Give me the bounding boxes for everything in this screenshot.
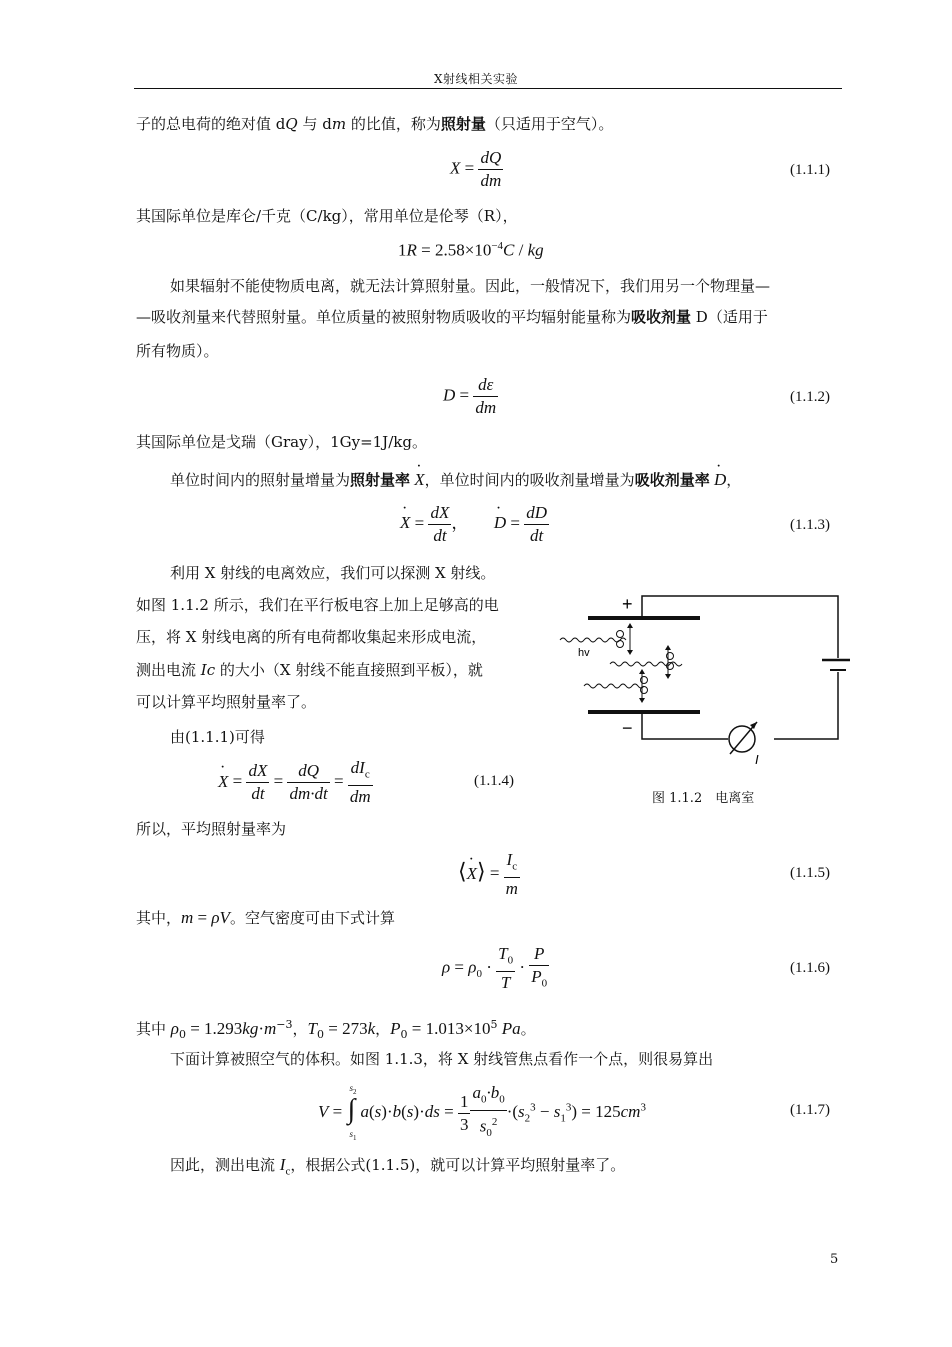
- equation-roentgen: $1R = 2.58\times 10^{-4}C$ / kg: [398, 240, 544, 260]
- equation-number: (1.1.3): [790, 517, 830, 533]
- page-header: X射线相关实验: [433, 72, 519, 86]
- equation-number: (1.1.4): [474, 773, 514, 789]
- paragraph-line: 其国际单位是戈瑞（Gray），1Gy=1J/kg。: [136, 433, 427, 451]
- equation-number: (1.1.7): [790, 1102, 830, 1118]
- paragraph-line: 子的总电荷的绝对值 dQ 与 dm 的比值，称为照射量（只适用于空气）。: [136, 115, 614, 133]
- ion-minus: [617, 641, 624, 648]
- equation-1-1-5: ⟨· X⟩ = $\frac{I_c}{m}$: [458, 850, 520, 899]
- arrowhead-up: [639, 669, 645, 674]
- paragraph-line: 下面计算被照空气的体积。如图 1.1.3，将 X 射线管焦点看作一个点，则很易算出: [170, 1050, 714, 1068]
- paragraph-line: 如果辐射不能使物质电离，就无法计算照射量。因此，一般情况下，我们用另一个物理量—: [170, 277, 771, 295]
- hv-label: hv: [578, 647, 590, 659]
- arrowhead-down: [639, 698, 645, 703]
- paragraph-line: 单位时间内的照射量增量为照射量率 · X，单位时间内的吸收剂量增量为吸收剂量率 · D，: [170, 469, 741, 491]
- equation-number: (1.1.1): [790, 162, 830, 178]
- figure-caption: 图 1.1.2 电离室: [652, 791, 755, 806]
- equation-1-1-2: D = $\frac{d\varepsilon}{dm}$: [443, 375, 497, 417]
- paragraph-line: 所有物质）。: [136, 342, 219, 360]
- page-number: 5: [830, 1252, 839, 1267]
- arrowhead-down: [627, 650, 633, 655]
- equation-number: (1.1.6): [790, 960, 830, 976]
- paragraph-line: 利用 X 射线的电离效应，我们可以探测 X 射线。: [170, 564, 496, 582]
- ionization-chamber-figure: [550, 588, 850, 768]
- header-rule: [134, 88, 842, 89]
- paragraph-line: 所以，平均照射量率为: [136, 820, 287, 838]
- equation-1-1-6: $\rho = \rho_0$ · $\frac{T_0}{T}$ · $\frac{P}{P_0}$: [442, 944, 548, 993]
- xray-wave-3: [584, 684, 644, 688]
- paragraph-line: 因此，测出电流 $I_c$，根据公式(1.1.5)，就可以计算平均照射量率了。: [170, 1155, 626, 1178]
- paragraph-line: 由(1.1.1)可得: [170, 728, 265, 746]
- equation-1-1-1: X = $\frac{dQ}{dm}$: [450, 148, 502, 190]
- paragraph-line: —吸收剂量来代替照射量。单位质量的被照射物质吸收的平均辐射能量称为吸收剂量 D（适用于: [136, 308, 768, 326]
- equation-number: (1.1.2): [790, 389, 830, 405]
- right-wire: [774, 672, 838, 739]
- paragraph-line: 如图 1.1.2 所示，我们在平行板电容上加上足够高的电: [136, 596, 499, 614]
- equation-1-1-4: · X = $\frac{dX}{dt}$ = $\frac{dQ}{dm\cdot dt}$ = $\frac{dI_c}{dm}$: [218, 758, 373, 807]
- plus-sign: +: [622, 594, 633, 614]
- ion-plus: [617, 631, 624, 638]
- equation-number: (1.1.5): [790, 865, 830, 881]
- arrowhead-up: [627, 623, 633, 628]
- paragraph-line: 压，将 X 射线电离的所有电荷都收集起来形成电流，: [136, 628, 487, 646]
- bottom-wire: [642, 712, 728, 739]
- current-label: I: [755, 752, 759, 767]
- paragraph-line: 可以计算平均照射量率了。: [136, 693, 317, 711]
- paragraph-line: 其中，m = ρV。空气密度可由下式计算: [136, 908, 395, 927]
- arrowhead-down: [665, 674, 671, 679]
- top-wire: [642, 596, 838, 658]
- minus-sign: −: [622, 718, 633, 738]
- equation-1-1-3: · X = $\frac{dX}{dt}$ ， · D = $\frac{dD}{dt}$: [400, 503, 549, 546]
- arrowhead-up: [665, 645, 671, 650]
- paragraph-line: 其国际单位是库仑/千克（C/kg），常用单位是伦琴（R），: [136, 207, 518, 225]
- equation-1-1-7: V = $s_2$ ∫ $s_1$ a(s)·b(s)·ds = $\frac{1}{3}$ $\frac{a_0\cdot b_0}{s_0^2}$ $\cdot(s_2^3 - s_1^3) = 125cm^3$: [318, 1083, 646, 1143]
- paragraph-line: 测出电流 Ic 的大小（X 射线不能直接照到平板），就: [136, 661, 483, 679]
- xray-wave-1: [560, 638, 626, 642]
- paragraph-line: 其中 $\rho_0 = 1.293kg\cdot m^{-3}$，$T_0 = 273k$，$P_0 = 1.013\times 10^5$ Pa。: [136, 1018, 536, 1041]
